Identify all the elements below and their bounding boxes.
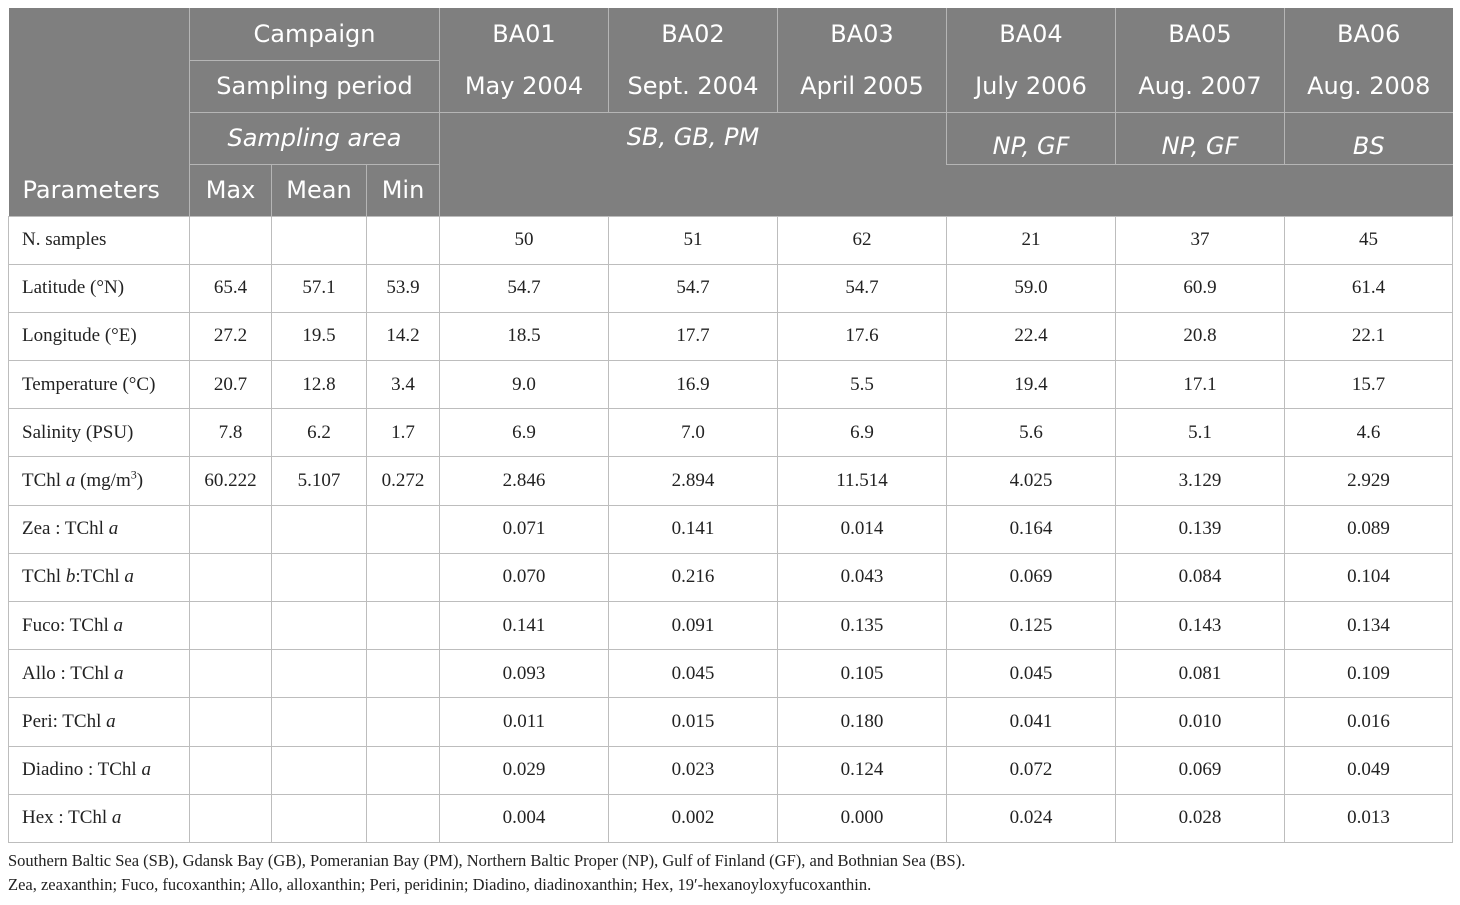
row-label-part: a: [65, 470, 76, 492]
row-label-part: a: [113, 614, 123, 636]
stat-min-cell: [367, 794, 440, 842]
data-table: [8, 8, 1453, 843]
area-ba06: BS: [1285, 112, 1453, 164]
campaign-value-cell: 21: [947, 216, 1116, 264]
campaign-value-cell: 0.029: [440, 746, 609, 794]
row-label-part: (mg/m: [75, 470, 131, 492]
table-row: [9, 457, 1453, 505]
stat-min-cell: [367, 650, 440, 698]
stat-min-cell: [367, 698, 440, 746]
campaign-value-cell: 0.089: [1285, 505, 1453, 553]
campaign-value-cell: 0.091: [609, 602, 778, 650]
campaign-value-cell: 5.5: [778, 361, 947, 409]
stat-mean-cell: [272, 553, 367, 601]
campaign-value-cell: 0.011: [440, 698, 609, 746]
campaign-value-cell: 59.0: [947, 264, 1116, 312]
campaign-value-cell: 0.014: [778, 505, 947, 553]
campaign-value-cell: 0.004: [440, 794, 609, 842]
campaign-header: Campaign: [190, 8, 440, 60]
campaign-value-cell: 0.045: [947, 650, 1116, 698]
campaign-value-cell: 22.1: [1285, 312, 1453, 360]
stat-max-cell: [190, 505, 272, 553]
row-label-part: a: [124, 566, 134, 588]
campaign-value-cell: 37: [1116, 216, 1285, 264]
stat-max-cell: 65.4: [190, 264, 272, 312]
stat-min-header: Min: [367, 164, 440, 216]
table-row: [9, 553, 1453, 601]
campaign-value-cell: 2.894: [609, 457, 778, 505]
table-row: [9, 602, 1453, 650]
row-label-part: Allo : TChl: [22, 662, 115, 684]
row-label-part: b: [65, 566, 76, 588]
row-label-part: 3: [130, 467, 137, 482]
stat-mean-cell: [272, 746, 367, 794]
campaign-value-cell: 4.025: [947, 457, 1116, 505]
row-label-part: Salinity (PSU): [22, 421, 134, 443]
period-ba01: May 2004: [440, 60, 609, 112]
period-ba04: July 2006: [947, 60, 1116, 112]
campaign-value-cell: 0.072: [947, 746, 1116, 794]
campaign-value-cell: 0.013: [1285, 794, 1453, 842]
row-label: [9, 457, 190, 505]
stat-max-cell: 27.2: [190, 312, 272, 360]
campaign-ba01: BA01: [440, 8, 609, 60]
stat-mean-cell: [272, 794, 367, 842]
stat-max-cell: [190, 553, 272, 601]
campaign-value-cell: 0.071: [440, 505, 609, 553]
stat-min-cell: [367, 216, 440, 264]
campaign-value-cell: 5.6: [947, 409, 1116, 457]
campaign-value-cell: 3.129: [1116, 457, 1285, 505]
campaign-value-cell: 0.124: [778, 746, 947, 794]
stat-max-cell: [190, 746, 272, 794]
table-row: [9, 264, 1453, 312]
stat-min-cell: 3.4: [367, 361, 440, 409]
period-ba06: Aug. 2008: [1285, 60, 1453, 112]
table-body: [9, 216, 1453, 842]
campaign-value-cell: 61.4: [1285, 264, 1453, 312]
area-ba01-ba03: SB, GB, PM: [440, 112, 947, 164]
campaign-value-cell: 62: [778, 216, 947, 264]
campaign-value-cell: 15.7: [1285, 361, 1453, 409]
header-row-period: [9, 60, 1453, 112]
stat-min-cell: 14.2: [367, 312, 440, 360]
campaign-value-cell: 0.105: [778, 650, 947, 698]
stat-max-cell: [190, 698, 272, 746]
stat-mean-cell: 12.8: [272, 361, 367, 409]
row-label-part: Diadino : TChl: [22, 759, 142, 781]
stat-mean-cell: 57.1: [272, 264, 367, 312]
campaign-ba04: BA04: [947, 8, 1116, 60]
campaign-value-cell: 51: [609, 216, 778, 264]
row-label-part: Hex : TChl: [22, 807, 112, 829]
period-ba03: April 2005: [778, 60, 947, 112]
stat-max-cell: [190, 602, 272, 650]
campaign-value-cell: 17.1: [1116, 361, 1285, 409]
campaign-value-cell: 54.7: [778, 264, 947, 312]
row-label: [9, 602, 190, 650]
row-label-part: a: [111, 807, 122, 829]
stat-max-cell: 60.222: [190, 457, 272, 505]
stats-filler: [440, 164, 1453, 216]
parameters-header: Parameters: [9, 8, 190, 216]
stat-mean-cell: 5.107: [272, 457, 367, 505]
campaign-value-cell: 22.4: [947, 312, 1116, 360]
campaign-value-cell: 54.7: [609, 264, 778, 312]
table-row: [9, 216, 1453, 264]
row-label: [9, 505, 190, 553]
row-label-part: Longitude (°E): [22, 325, 137, 347]
campaign-value-cell: 0.141: [609, 505, 778, 553]
row-label: [9, 553, 190, 601]
table-row: [9, 794, 1453, 842]
row-label-part: a: [114, 662, 124, 684]
row-label-part: :TChl: [75, 566, 125, 588]
stat-min-cell: 1.7: [367, 409, 440, 457]
row-label-part: Temperature (°C): [22, 373, 156, 395]
table-row: [9, 505, 1453, 553]
campaign-ba02: BA02: [609, 8, 778, 60]
footnotes: [8, 849, 1452, 897]
campaign-ba05: BA05: [1116, 8, 1285, 60]
table-row: [9, 746, 1453, 794]
campaign-value-cell: 0.125: [947, 602, 1116, 650]
row-label: [9, 312, 190, 360]
row-label-part: a: [108, 518, 119, 540]
campaign-value-cell: 0.139: [1116, 505, 1285, 553]
campaign-value-cell: 0.002: [609, 794, 778, 842]
row-label-part: Fuco: TChl: [22, 614, 114, 636]
table-row: [9, 361, 1453, 409]
stat-mean-cell: [272, 602, 367, 650]
campaign-value-cell: 4.6: [1285, 409, 1453, 457]
campaign-value-cell: 17.6: [778, 312, 947, 360]
campaign-value-cell: 0.023: [609, 746, 778, 794]
stat-max-cell: [190, 794, 272, 842]
campaign-value-cell: 0.180: [778, 698, 947, 746]
row-label-part: Zea : TChl: [22, 518, 109, 540]
period-ba02: Sept. 2004: [609, 60, 778, 112]
campaign-value-cell: 0.016: [1285, 698, 1453, 746]
table-row: [9, 312, 1453, 360]
header-row-campaign: [9, 8, 1453, 60]
row-label: [9, 409, 190, 457]
stat-mean-cell: [272, 698, 367, 746]
campaign-value-cell: 0.010: [1116, 698, 1285, 746]
campaign-value-cell: 7.0: [609, 409, 778, 457]
stat-min-cell: [367, 602, 440, 650]
campaign-value-cell: 45: [1285, 216, 1453, 264]
header-row-stats: [9, 164, 1453, 216]
stat-min-cell: 0.272: [367, 457, 440, 505]
row-label-part: N. samples: [22, 229, 107, 251]
footnote-areas: Southern Baltic Sea (SB), Gdansk Bay (GB), Pomeranian Bay (PM), Northern Baltic Proper (NP), Gulf of Finland (GF), and Bothnian Sea (BS).: [8, 850, 966, 870]
campaign-value-cell: 50: [440, 216, 609, 264]
campaign-value-cell: 20.8: [1116, 312, 1285, 360]
stat-min-cell: [367, 746, 440, 794]
campaign-value-cell: 0.081: [1116, 650, 1285, 698]
campaign-value-cell: 0.109: [1285, 650, 1453, 698]
sampling-area-header: Sampling area: [190, 112, 440, 164]
campaign-value-cell: 0.069: [1116, 746, 1285, 794]
stat-mean-cell: 19.5: [272, 312, 367, 360]
campaign-value-cell: 6.9: [440, 409, 609, 457]
row-label-part: a: [141, 759, 151, 781]
campaign-value-cell: 17.7: [609, 312, 778, 360]
campaign-ba06: BA06: [1285, 8, 1453, 60]
row-label: [9, 216, 190, 264]
campaign-value-cell: 5.1: [1116, 409, 1285, 457]
row-label-part: TChl: [22, 470, 66, 492]
campaign-value-cell: 0.143: [1116, 602, 1285, 650]
stat-max-cell: [190, 216, 272, 264]
row-label: [9, 746, 190, 794]
campaign-value-cell: 2.846: [440, 457, 609, 505]
campaign-value-cell: 0.028: [1116, 794, 1285, 842]
table-row: [9, 650, 1453, 698]
row-label-part: Latitude (°N): [22, 277, 125, 299]
stat-max-cell: 7.8: [190, 409, 272, 457]
row-label: [9, 264, 190, 312]
header-row-area: [9, 112, 1453, 164]
campaign-value-cell: 0.045: [609, 650, 778, 698]
campaign-value-cell: 60.9: [1116, 264, 1285, 312]
stat-min-cell: [367, 505, 440, 553]
campaign-value-cell: 0.000: [778, 794, 947, 842]
campaign-ba03: BA03: [778, 8, 947, 60]
row-label-part: ): [136, 470, 144, 492]
campaign-value-cell: 0.093: [440, 650, 609, 698]
campaign-value-cell: 18.5: [440, 312, 609, 360]
campaign-value-cell: 0.024: [947, 794, 1116, 842]
campaign-value-cell: 0.015: [609, 698, 778, 746]
row-label-part: a: [106, 710, 116, 732]
row-label-part: TChl: [22, 566, 66, 588]
campaign-value-cell: 54.7: [440, 264, 609, 312]
campaign-value-cell: 16.9: [609, 361, 778, 409]
stat-mean-cell: [272, 216, 367, 264]
stat-mean-cell: [272, 650, 367, 698]
row-label: [9, 361, 190, 409]
campaign-value-cell: 0.164: [947, 505, 1116, 553]
campaign-value-cell: 0.084: [1116, 553, 1285, 601]
stat-mean-header: Mean: [272, 164, 367, 216]
sampling-period-header: Sampling period: [190, 60, 440, 112]
campaign-value-cell: 19.4: [947, 361, 1116, 409]
area-ba05: NP, GF: [1116, 112, 1285, 164]
campaign-value-cell: 0.049: [1285, 746, 1453, 794]
campaign-value-cell: 0.041: [947, 698, 1116, 746]
campaign-value-cell: 9.0: [440, 361, 609, 409]
campaign-value-cell: 2.929: [1285, 457, 1453, 505]
stat-max-cell: [190, 650, 272, 698]
row-label: [9, 650, 190, 698]
stat-mean-cell: [272, 505, 367, 553]
campaign-value-cell: 0.216: [609, 553, 778, 601]
stat-min-cell: 53.9: [367, 264, 440, 312]
table-row: [9, 698, 1453, 746]
campaign-value-cell: 0.043: [778, 553, 947, 601]
campaign-value-cell: 6.9: [778, 409, 947, 457]
campaign-value-cell: 0.135: [778, 602, 947, 650]
table-container: [8, 8, 1452, 897]
period-ba05: Aug. 2007: [1116, 60, 1285, 112]
stat-mean-cell: 6.2: [272, 409, 367, 457]
table-row: [9, 409, 1453, 457]
campaign-value-cell: 0.104: [1285, 553, 1453, 601]
campaign-value-cell: 0.141: [440, 602, 609, 650]
row-label: [9, 794, 190, 842]
area-ba04: NP, GF: [947, 112, 1116, 164]
stat-min-cell: [367, 553, 440, 601]
campaign-value-cell: 11.514: [778, 457, 947, 505]
row-label: [9, 698, 190, 746]
campaign-value-cell: 0.069: [947, 553, 1116, 601]
campaign-value-cell: 0.070: [440, 553, 609, 601]
stat-max-header: Max: [190, 164, 272, 216]
stat-max-cell: 20.7: [190, 361, 272, 409]
footnote-pigments: Zea, zeaxanthin; Fuco, fucoxanthin; Allo, alloxanthin; Peri, peridinin; Diadino, diadinoxanthin; Hex, 19′-hexanoyloxyfucoxanthin.: [8, 874, 872, 894]
row-label-part: Peri: TChl: [22, 710, 107, 732]
campaign-value-cell: 0.134: [1285, 602, 1453, 650]
